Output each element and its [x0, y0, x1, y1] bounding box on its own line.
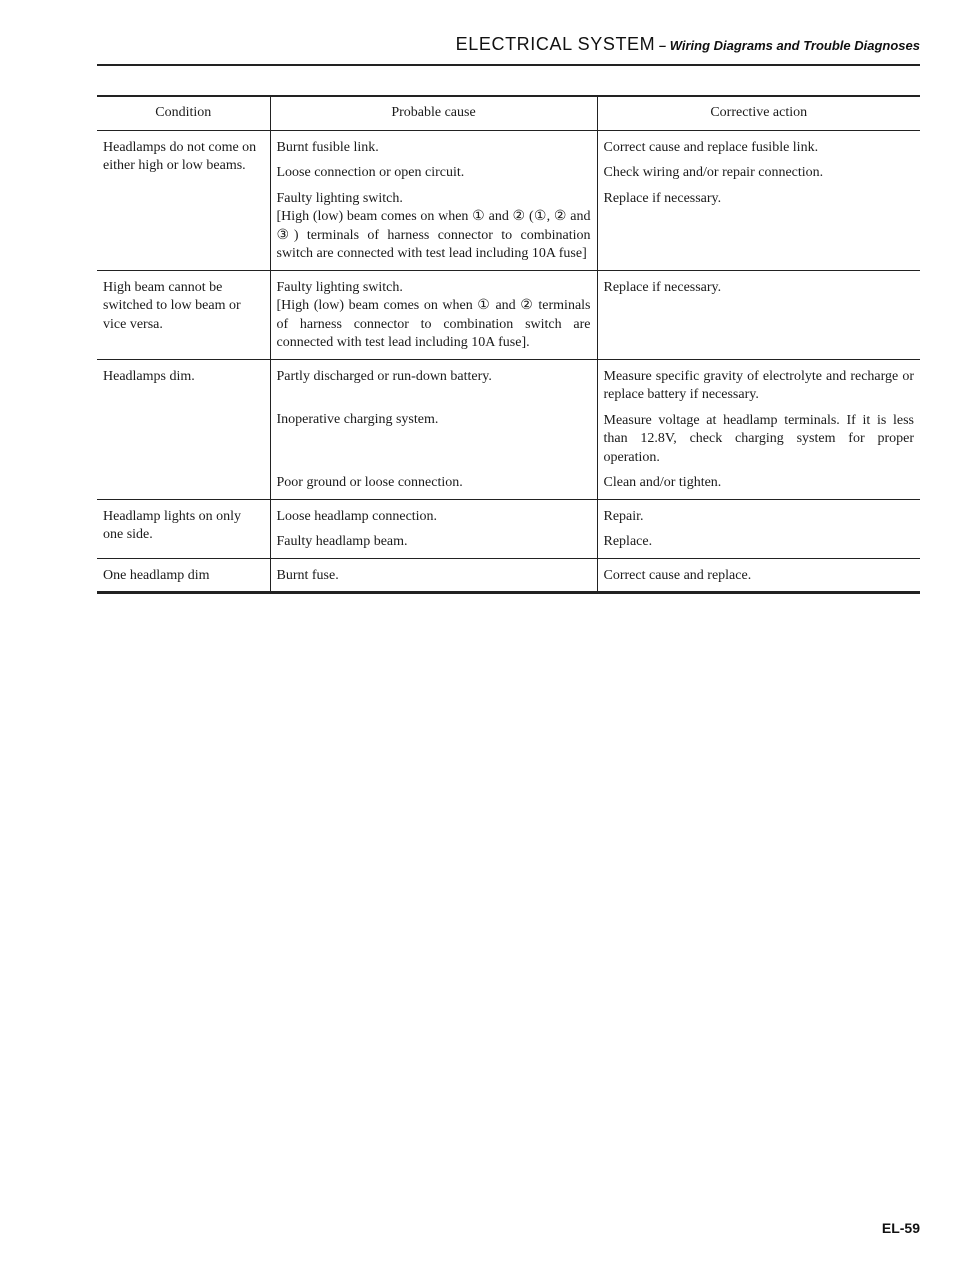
table-row: [97, 359, 920, 499]
action-item: Replace if necessary.: [603, 190, 722, 206]
page-number: EL-59: [881, 1220, 920, 1236]
cause-item: Loose headlamp connection.: [276, 508, 438, 524]
action-cell: [597, 558, 920, 593]
cause-cell: [270, 130, 597, 270]
column-header-corrective-action: Corrective action: [597, 96, 920, 130]
action-item: Check wiring and/or repair connection.: [603, 165, 824, 180]
cause-item: Partly discharged or run-down battery.: [276, 368, 492, 384]
condition-cell: Headlamps dim.: [97, 359, 270, 499]
action-cell: [597, 270, 920, 359]
cause-item: Burnt fusible link.: [276, 139, 379, 155]
trouble-diagnosis-table: [97, 95, 920, 594]
cause-item: Inoperative charging system.: [276, 412, 439, 427]
cause-item: [277, 190, 591, 264]
cause-cell: [270, 499, 597, 558]
cause-cell: [270, 270, 597, 359]
action-item: Correct cause and replace.: [603, 567, 752, 583]
cause-item: Loose connection or open circuit.: [276, 165, 465, 180]
condition-cell: High beam cannot be switched to low beam or vice versa.: [97, 270, 270, 359]
action-item: Repair.: [603, 508, 644, 524]
action-item: Replace if necessary.: [603, 279, 722, 295]
column-header-probable-cause: Probable cause: [270, 96, 597, 130]
cause-item: Poor ground or loose connection.: [276, 474, 463, 490]
action-cell: [597, 499, 920, 558]
cause-cell: [270, 359, 597, 499]
action-item: Measure voltage at headlamp terminals. If it is less than 12.8V, check charging system for proper operation.: [603, 412, 914, 465]
action-cell: [597, 359, 920, 499]
action-cell: [597, 130, 920, 270]
header-title: ELECTRICAL SYSTEM: [455, 34, 656, 54]
table-header-row: [97, 96, 920, 130]
condition-cell: Headlamp lights on only one side.: [97, 499, 270, 558]
cause-cell: [270, 558, 597, 593]
page-header: [97, 34, 920, 55]
condition-cell: One headlamp dim: [97, 558, 270, 593]
condition-cell: Headlamps do not come on either high or low beams.: [97, 130, 270, 270]
column-header-condition: Condition: [97, 96, 270, 130]
action-item: Replace.: [603, 534, 653, 549]
cause-item-detail: [High (low) beam comes on when ① and ② terminals of harness connector to combination switch are connected with test lead including 10A fuse].: [276, 298, 591, 350]
cause-item-title: Faulty lighting switch.: [276, 190, 403, 206]
cause-item: Faulty headlamp beam.: [276, 534, 408, 549]
action-item: Correct cause and replace fusible link.: [603, 139, 819, 155]
table-row: [97, 270, 920, 359]
action-item: Clean and/or tighten.: [603, 475, 722, 490]
action-item: Measure specific gravity of electrolyte and recharge or replace battery if necessary.: [603, 368, 914, 402]
header-subtitle: – Wiring Diagrams and Trouble Diagnoses: [655, 38, 920, 53]
table-row: [97, 130, 920, 270]
table-row: [97, 499, 920, 558]
table-row: [97, 558, 920, 593]
cause-item-title: Faulty lighting switch.: [276, 279, 403, 295]
header-rule: [97, 64, 920, 66]
cause-item: Burnt fuse.: [276, 567, 339, 583]
cause-item-detail: [High (low) beam comes on when ① and ② (①, ② and ③) terminals of harness connector to combination switch are connected with test lead including 10A fuse]: [276, 209, 591, 261]
